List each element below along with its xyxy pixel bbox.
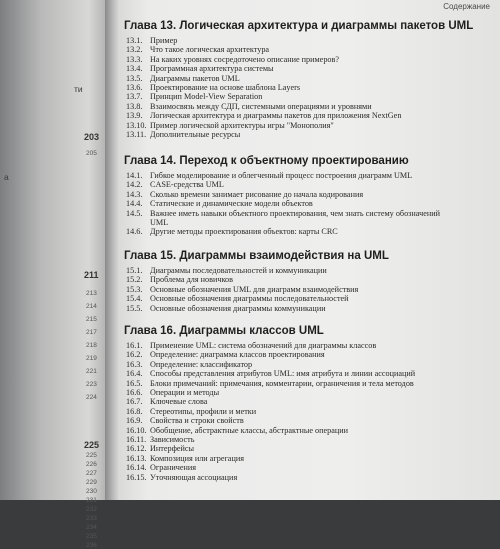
contents-item (126, 275, 358, 284)
item-title: Основные обозначения диаграммы последовательностей (150, 294, 349, 304)
contents-item (126, 350, 415, 359)
item-number: 16.5. (126, 378, 143, 388)
item-number: 15.5. (126, 303, 143, 313)
item-title: Пример (150, 36, 178, 45)
item-number: 15.3. (126, 284, 143, 294)
left-page-number: 234 (86, 524, 97, 531)
item-number: 16.8. (126, 406, 143, 416)
left-page-number: 215 (86, 316, 97, 323)
item-number: 14.3. (126, 189, 143, 199)
left-page-number: 221 (86, 368, 97, 375)
item-number: 16.6. (126, 388, 143, 398)
contents-item (126, 74, 401, 83)
left-page-number: 229 (86, 479, 97, 486)
item-number: 16.10. (126, 425, 147, 435)
contents-item (126, 426, 415, 435)
contents-item (126, 407, 415, 416)
item-title: Стереотипы, профили и метки (150, 406, 257, 416)
item-number: 13.9. (126, 111, 143, 121)
contents-item (126, 454, 415, 463)
contents-item (126, 304, 358, 313)
left-page-number: 227 (86, 470, 97, 477)
left-page-number: 232 (86, 506, 97, 513)
contents-item (126, 180, 455, 189)
item-number: 16.9. (126, 416, 143, 426)
item-number: 13.2. (126, 45, 143, 55)
item-number: 13.11. (126, 130, 147, 140)
left-page-number: 203 (84, 132, 100, 142)
item-number: 16.7. (126, 397, 143, 407)
left-page-number: 224 (86, 394, 97, 401)
item-number: 16.13. (126, 453, 147, 463)
contents-item (126, 130, 401, 139)
contents-item (126, 227, 455, 236)
contents-item (126, 397, 415, 406)
contents-item (126, 45, 401, 54)
item-number: 14.4. (126, 199, 143, 209)
left-page-fragment: а (4, 172, 9, 182)
item-number: 13.5. (126, 73, 143, 83)
item-title: Интерфейсы (150, 444, 195, 454)
item-number: 13.4. (126, 64, 143, 74)
item-number: 15.1. (126, 266, 143, 275)
contents-item (126, 285, 358, 294)
item-number: 16.2. (126, 350, 143, 360)
item-title: Пример логической архитектуры игры "Монополия" (150, 120, 334, 130)
item-number: 15.2. (126, 275, 143, 285)
left-page-number: 211 (84, 270, 99, 280)
contents-item (126, 199, 455, 208)
item-title: Логическая архитектура и диаграммы пакетов для приложения NextGen (150, 111, 402, 121)
item-title: Основные обозначения диаграммы коммуникации (150, 303, 326, 313)
contents-item (126, 102, 401, 111)
item-title: Зависимость (150, 435, 195, 445)
contents-item (126, 266, 358, 275)
chapter-15-title: Глава 15. Диаграммы взаимодействия на UML (124, 250, 389, 262)
item-title: Дополнительные ресурсы (150, 130, 241, 140)
contents-item (126, 36, 401, 45)
item-title: CASE-средства UML (150, 180, 224, 190)
item-title: Операции и методы (150, 388, 220, 398)
item-title: Уточняющая ассоциация (150, 472, 238, 482)
contents-item (126, 111, 401, 120)
left-page-number: 213 (86, 290, 97, 297)
item-title: Другие методы проектирования объектов: карты CRC (150, 227, 338, 237)
item-number: 14.2. (126, 180, 143, 190)
contents-item (126, 55, 401, 64)
chapter-14-items (126, 171, 455, 237)
item-title: Проблема для новичков (150, 275, 234, 285)
left-page-number: 205 (86, 150, 97, 157)
contents-item (126, 171, 455, 180)
contents-item (126, 463, 415, 472)
item-title: Гибкое моделирование и облегченный процесс построения диаграмм UML (150, 171, 413, 180)
contents-item (126, 83, 401, 92)
item-number: 13.8. (126, 101, 143, 111)
contents-item (126, 388, 415, 397)
left-page-number: 233 (86, 515, 97, 522)
contents-item (126, 190, 455, 199)
item-number: 15.4. (126, 294, 143, 304)
item-title: Блоки примечаний: примечания, комментарии, ограничения и тела методов (150, 378, 414, 388)
chapter-16-title: Глава 16. Диаграммы классов UML (124, 325, 324, 337)
item-number: 14.6. (126, 227, 143, 237)
left-page-number: 219 (86, 355, 97, 362)
left-page-number: 217 (86, 329, 97, 336)
item-title: На каких уровнях сосредоточено описание примеров? (150, 54, 340, 64)
item-title: Основные обозначения UML для диаграмм взаимодействия (150, 284, 359, 294)
item-title: Ограничения (150, 463, 197, 473)
left-page-number: 230 (86, 488, 97, 495)
item-title: Важнее иметь навыки объектного проектирования, чем знать систему обозначений UML (150, 208, 440, 228)
contents-item (126, 294, 358, 303)
contents-item (126, 473, 415, 482)
item-title: Определение: диаграмма классов проектирования (150, 350, 325, 360)
contents-item (126, 341, 415, 350)
item-number: 13.7. (126, 92, 143, 102)
left-page-number: 225 (84, 440, 100, 450)
contents-item (126, 92, 401, 101)
item-title: Взаимосвязь между СДП, системными операциями и уровнями (150, 101, 372, 111)
running-head: Содержание (443, 2, 490, 11)
item-number: 16.3. (126, 359, 143, 369)
contents-item (126, 209, 455, 228)
item-number: 16.4. (126, 369, 143, 379)
item-title: Ключевые слова (150, 397, 208, 407)
contents-item (126, 435, 415, 444)
item-number: 13.10. (126, 120, 147, 130)
chapter-14-title: Глава 14. Переход к объектному проектированию (124, 155, 409, 167)
item-number: 16.15. (126, 472, 147, 482)
item-title: Диаграммы последовательностей и коммуникации (150, 266, 327, 275)
chapter-16-items (126, 341, 415, 482)
contents-item (126, 379, 415, 388)
contents-page (118, 0, 500, 500)
left-page-number: 226 (86, 461, 97, 468)
item-title: Программная архитектура системы (150, 64, 274, 74)
item-number: 13.6. (126, 83, 143, 93)
chapter-15-items (126, 266, 358, 313)
previous-page (0, 0, 118, 549)
item-title: Статические и динамические модели объектов (150, 199, 313, 209)
item-title: Сколько времени занимает рисование до начала кодирования (150, 189, 364, 199)
item-title: Свойства и строки свойств (150, 416, 244, 426)
chapter-13-title: Глава 13. Логическая архитектура и диаграммы пакетов UML (124, 20, 474, 32)
item-number: 13.1. (126, 36, 143, 45)
left-page-number: 218 (86, 342, 97, 349)
item-number: 16.12. (126, 444, 147, 454)
contents-item (126, 444, 415, 453)
left-page-number: 236 (86, 542, 97, 549)
item-title: Проектирование на основе шаблона Layers (150, 83, 301, 93)
item-number: 13.3. (126, 54, 143, 64)
item-title: Принцип Model-View Separation (150, 92, 263, 102)
contents-item (126, 64, 401, 73)
contents-item (126, 369, 415, 378)
contents-item (126, 360, 415, 369)
item-title: Диаграммы пакетов UML (150, 73, 240, 83)
chapter-13-items (126, 36, 401, 139)
contents-item (126, 121, 401, 130)
item-number: 16.1. (126, 341, 143, 350)
item-title: Способы представления атрибутов UML: имя атрибута и линии ассоциаций (150, 369, 416, 379)
item-title: Определение: классификатор (150, 359, 253, 369)
left-page-number: 235 (86, 533, 97, 540)
item-title: Композиция или агрегация (150, 453, 244, 463)
item-number: 16.11. (126, 435, 147, 445)
item-number: 14.1. (126, 171, 143, 180)
left-page-number: 214 (86, 303, 97, 310)
left-page-number: 223 (86, 381, 97, 388)
item-title: Обобщение, абстрактные классы, абстрактные операции (150, 425, 349, 435)
item-title: Применение UML: система обозначений для диаграммы классов (150, 341, 377, 350)
item-number: 16.14. (126, 463, 147, 473)
item-title: Что такое логическая архитектура (150, 45, 270, 55)
item-number: 14.5. (126, 208, 143, 218)
left-page-number: 225 (86, 452, 97, 459)
contents-item (126, 416, 415, 425)
left-page-number: 231 (86, 497, 97, 504)
left-page-fragment: ти (74, 84, 83, 94)
